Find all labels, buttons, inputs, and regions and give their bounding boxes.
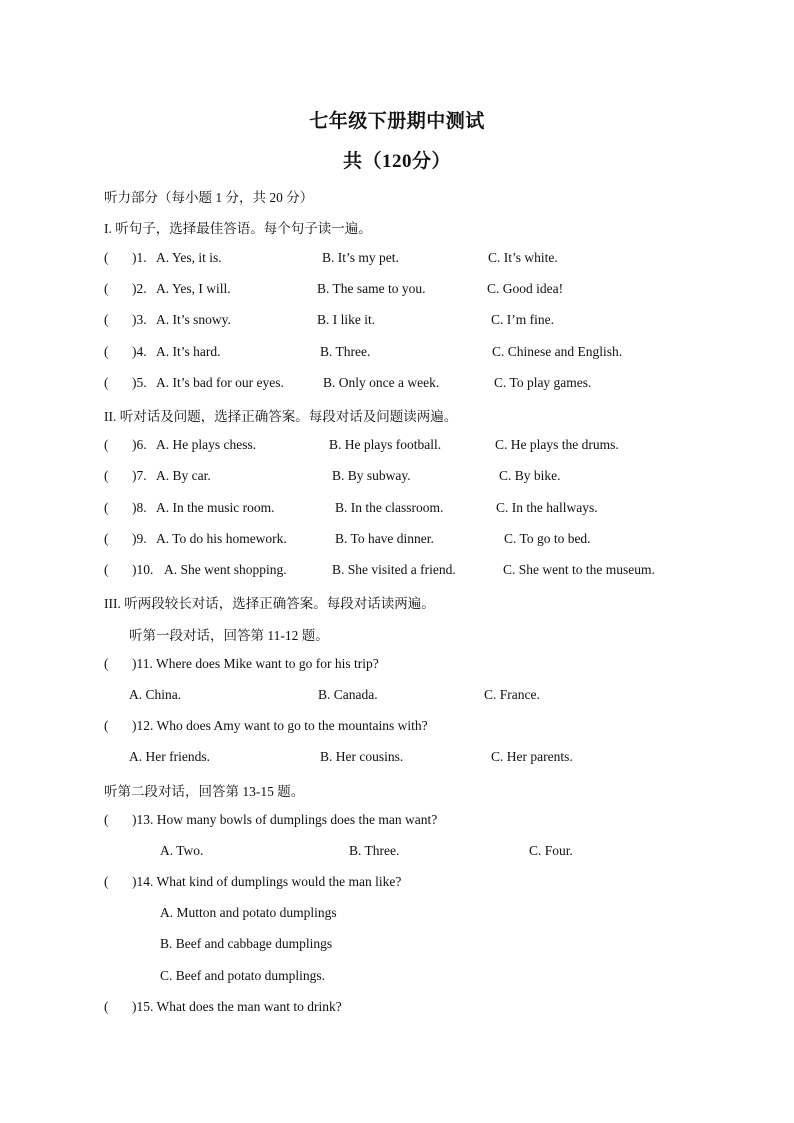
answer-blank[interactable]: ( xyxy=(104,250,109,265)
question-11-text: )11. Where does Mike want to go for his trip? xyxy=(132,656,379,671)
answer-blank[interactable]: ( xyxy=(104,812,109,827)
option-c: C. She went to the museum. xyxy=(503,562,655,577)
option-a: A. He plays chess. xyxy=(156,437,257,452)
option-c: C. Chinese and English. xyxy=(492,344,623,359)
option-c: C. France. xyxy=(484,687,540,702)
dialog-2-intro: 听第二段对话，回答第 13-15 题。 xyxy=(104,784,305,799)
page-subtitle: 共（120分） xyxy=(342,151,451,172)
option-b: B. In the classroom. xyxy=(335,500,444,515)
option-a: A. Mutton and potato dumplings xyxy=(160,905,337,920)
option-a: A. She went shopping. xyxy=(164,562,287,577)
question-number: )10. xyxy=(132,562,154,577)
answer-blank[interactable]: ( xyxy=(104,500,109,515)
question-12-text: )12. Who does Amy want to go to the mountains with? xyxy=(132,718,428,733)
question-number: )4. xyxy=(132,344,147,359)
answer-blank[interactable]: ( xyxy=(104,468,109,483)
option-c: C. To play games. xyxy=(494,375,592,390)
option-c: C. He plays the drums. xyxy=(495,437,619,452)
option-a: A. Her friends. xyxy=(129,749,210,764)
option-b: B. Three. xyxy=(320,344,371,359)
question-13-text: )13. How many bowls of dumplings does the man want? xyxy=(132,812,438,827)
option-c: C. To go to bed. xyxy=(504,531,591,546)
answer-blank[interactable]: ( xyxy=(104,344,109,359)
option-c: C. I’m fine. xyxy=(491,312,554,327)
option-c: C. Her parents. xyxy=(491,749,573,764)
option-b: B. It’s my pet. xyxy=(322,250,399,265)
section-1-heading: I. 听句子，选择最佳答语。每个句子读一遍。 xyxy=(104,221,372,236)
answer-blank[interactable]: ( xyxy=(104,312,109,327)
answer-blank[interactable]: ( xyxy=(104,656,109,671)
question-number: )2. xyxy=(132,281,147,296)
option-b: B. He plays football. xyxy=(329,437,442,452)
option-b: B. Canada. xyxy=(318,687,378,702)
question-number: )7. xyxy=(132,468,147,483)
question-number: )3. xyxy=(132,312,147,327)
answer-blank[interactable]: ( xyxy=(104,999,109,1014)
option-a: A. It’s snowy. xyxy=(156,312,231,327)
question-number: )1. xyxy=(132,250,147,265)
dialog-1-intro: 听第一段对话，回答第 11-12 题。 xyxy=(129,628,329,643)
option-b: B. Her cousins. xyxy=(320,749,404,764)
option-a: A. To do his homework. xyxy=(156,531,287,546)
option-a: A. Two. xyxy=(160,843,204,858)
option-b: B. Three. xyxy=(349,843,400,858)
question-number: )6. xyxy=(132,437,147,452)
option-c: C. Beef and potato dumplings. xyxy=(160,968,325,983)
option-b: B. To have dinner. xyxy=(335,531,434,546)
option-b: B. By subway. xyxy=(332,468,411,483)
option-a: A. Yes, it is. xyxy=(156,250,222,265)
option-c: C. Four. xyxy=(529,843,573,858)
option-b: B. The same to you. xyxy=(317,281,426,296)
question-14-text: )14. What kind of dumplings would the man like? xyxy=(132,874,402,889)
option-a: A. It’s bad for our eyes. xyxy=(156,375,284,390)
question-number: )5. xyxy=(132,375,147,390)
option-c: C. Good idea! xyxy=(487,281,564,296)
answer-blank[interactable]: ( xyxy=(104,562,109,577)
answer-blank[interactable]: ( xyxy=(104,375,109,390)
option-b: B. Only once a week. xyxy=(323,375,440,390)
option-a: A. Yes, I will. xyxy=(156,281,231,296)
answer-blank[interactable]: ( xyxy=(104,437,109,452)
option-b: B. She visited a friend. xyxy=(332,562,456,577)
option-c: C. By bike. xyxy=(499,468,561,483)
question-15-text: )15. What does the man want to drink? xyxy=(132,999,342,1014)
answer-blank[interactable]: ( xyxy=(104,531,109,546)
option-a: A. In the music room. xyxy=(156,500,275,515)
answer-blank[interactable]: ( xyxy=(104,281,109,296)
listening-header: 听力部分（每小题 1 分，共 20 分） xyxy=(104,190,314,205)
option-a: A. China. xyxy=(129,687,182,702)
option-a: A. It’s hard. xyxy=(156,344,221,359)
question-number: )8. xyxy=(132,500,147,515)
answer-blank[interactable]: ( xyxy=(104,718,109,733)
option-b: B. Beef and cabbage dumplings xyxy=(160,936,333,951)
option-c: C. In the hallways. xyxy=(496,500,598,515)
option-a: A. By car. xyxy=(156,468,211,483)
option-b: B. I like it. xyxy=(317,312,376,327)
page-title: 七年级下册期中测试 xyxy=(309,111,485,132)
section-3-heading: III. 听两段较长对话，选择正确答案。每段对话读两遍。 xyxy=(104,596,435,611)
option-c: C. It’s white. xyxy=(488,250,558,265)
question-number: )9. xyxy=(132,531,147,546)
answer-blank[interactable]: ( xyxy=(104,874,109,889)
section-2-heading: II. 听对话及问题，选择正确答案。每段对话及问题读两遍。 xyxy=(104,409,458,424)
